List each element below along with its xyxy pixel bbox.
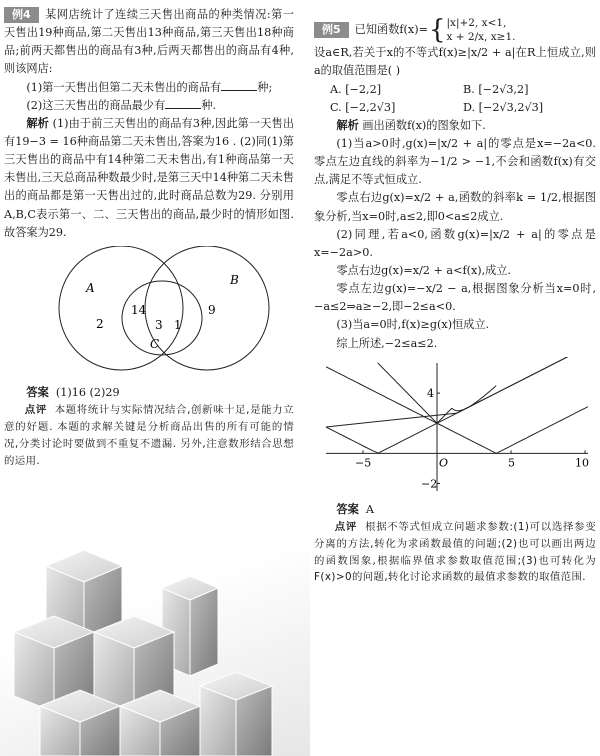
ex4-q1: (1)第一天售出但第二天未售出的商品有 种; bbox=[26, 80, 273, 94]
option-d: D. [−2√3,2√3] bbox=[463, 100, 544, 114]
f-curve-left bbox=[378, 363, 452, 423]
comment-label: 点评 bbox=[24, 403, 47, 416]
ex5-case3: (3)当a=0时,f(x)≥g(x)恒成立. bbox=[336, 318, 490, 332]
piecewise-cases: |x|+2, x<1, x + 2/x, x≥1. bbox=[446, 17, 516, 44]
ex5-question-rest: 设a∈R,若关于x的不等式f(x)≥|x/2 + a|在R上恒成立,则a的取值范围是( ) bbox=[314, 46, 596, 78]
ex5-comment: 点评 根据不等式恒成立问题求参数:(1)可以选择参变分离的方法,转化为求函数最值的问题;(2)也可以画出两边的函数图象,根据临界值求参数取值范围;(3)也可转化为F(x)>0的问题,转化讨论求函数的最值求参数的取值范围. bbox=[314, 520, 596, 584]
ex5-tag: 例5 bbox=[314, 22, 349, 38]
venn-count-b-only: 9 bbox=[208, 302, 216, 317]
venn-count-abc: 3 bbox=[155, 317, 163, 332]
analysis-label: 解析 bbox=[26, 116, 49, 130]
venn-count-a-only: 2 bbox=[96, 316, 104, 331]
y-tick-label: 4 bbox=[427, 386, 435, 400]
ex5-analysis: 解析 画出函数f(x)的图象如下. bbox=[336, 118, 486, 132]
x-tick-label: −5 bbox=[355, 456, 372, 470]
y-tick-label: −2 bbox=[421, 477, 438, 491]
g-curve-a-minus-2 bbox=[326, 367, 588, 454]
analysis-label: 解析 bbox=[336, 118, 359, 132]
answer-blank bbox=[221, 79, 257, 91]
piecewise-brace: { bbox=[428, 15, 446, 46]
x-tick-label: 5 bbox=[508, 456, 516, 470]
venn-count-bc: 1 bbox=[174, 317, 182, 332]
ex4-tag: 例4 bbox=[4, 7, 39, 23]
ex4-analysis: 解析 (1)由于前三天售出的商品有3种,因此第一天售出有19−3 = 16种商品第二天未售出,答案为16 . (2)同(1)第三天售出的商品中有14种第二天未售出,有1种商品第一天未售出,三天总商品种数最少时,是第三天中14种第二天未售出的商品都是第一天售出过的,此时商品总数为29. 分别用A,B,C表示第一、二、三天售出的商品,最少时的情形如图. 故答案为29. bbox=[4, 116, 294, 239]
ex5-answer: 答案 A bbox=[336, 502, 374, 516]
option-b: B. [−2√3,2] bbox=[463, 82, 529, 96]
ex5-case1: (1)当a>0时,g(x)=|x/2 + a|的零点是x=−2a<0. 零点左边直线的斜率为−1/2 > −1,不会和函数f(x)有交点,满足不等式恒成立. bbox=[314, 137, 596, 187]
example-4-column bbox=[4, 6, 294, 469]
circle-b bbox=[145, 246, 269, 370]
ex4-q2: (2)这三天售出的商品最少有 种. bbox=[26, 98, 217, 112]
option-a: A. [−2,2] bbox=[330, 82, 382, 96]
answer-label: 答案 bbox=[26, 385, 49, 399]
ex5-conclusion: 综上所述,−2≤a≤2. bbox=[336, 336, 438, 350]
venn-diagram bbox=[4, 246, 294, 374]
venn-label-a: A bbox=[86, 280, 95, 295]
circle-a bbox=[59, 246, 183, 370]
ex5-case2-right: 零点右边g(x)=x/2 + a<f(x),成立. bbox=[336, 264, 512, 278]
option-c: C. [−2,2√3] bbox=[330, 100, 396, 114]
f-curve-right bbox=[452, 385, 496, 410]
venn-count-ac: 14 bbox=[131, 302, 147, 317]
origin-label: O bbox=[439, 456, 449, 470]
venn-label-c: C bbox=[150, 336, 160, 351]
comment-label: 点评 bbox=[334, 520, 358, 533]
ex4-question: 例4 某网店统计了连续三天售出商品的种类情况:第一天售出19种商品,第二天售出13种商品,第三天售出18种商品;前两天都售出的商品有3种,后两天都售出的商品有4种,则该网店: bbox=[4, 8, 294, 76]
ex5-case1-right: 零点右边g(x)=x/2 + a,函数的斜率k = 1/2,根据图象分析,当x=0时,a≤2,即0<a≤2成立. bbox=[314, 191, 596, 223]
answer-label: 答案 bbox=[336, 502, 359, 516]
ex4-answer: 答案 (1)16 (2)29 bbox=[26, 385, 120, 399]
ex5-question: 例5 已知函数f(x)= { |x|+2, x<1, x + 2/x, x≥1. bbox=[314, 16, 596, 44]
ex5-options bbox=[314, 81, 596, 117]
ex4-comment: 点评 本题将统计与实际情况结合,创新味十足,是能力立意的好题. 本题的求解关键是分析商品出售的所有可能的情况,分类讨论时要做到不重复不遗漏. 另外,注意数形结合思想的运用. bbox=[4, 403, 294, 467]
venn-label-b: B bbox=[230, 272, 239, 287]
decorative-cubes-image bbox=[0, 536, 300, 756]
x-tick-label: 10 bbox=[575, 456, 590, 470]
ex5-case2-left: 零点左边g(x)=−x/2 − a,根据图象分析当x=0时,−a≤2⇒a≥−2,即−2≤a<0. bbox=[314, 282, 596, 314]
answer-blank bbox=[165, 97, 201, 109]
function-graph bbox=[314, 357, 596, 497]
g-curve-a-plus-2-b bbox=[326, 357, 588, 453]
ex5-case2: (2)同理,若a<0,函数g(x)=|x/2 + a|的零点是x=−2a>0. bbox=[314, 227, 596, 259]
example-5-column bbox=[314, 6, 596, 586]
g-curve-a-plus-2 bbox=[326, 357, 588, 427]
